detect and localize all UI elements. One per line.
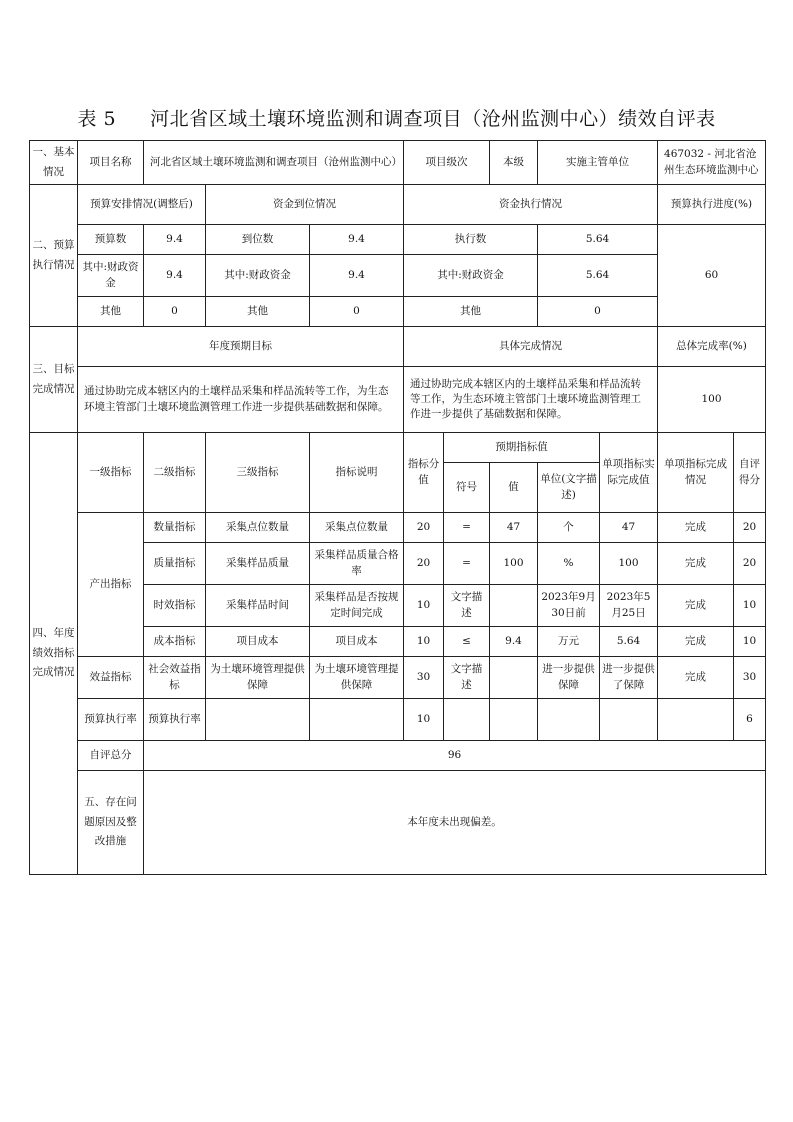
project-name-value: 河北省区域土壤环境监测和调查项目（沧州监测中心） <box>144 141 404 185</box>
total-score-value: 96 <box>144 741 766 771</box>
budget-label: 预算数 <box>78 225 144 255</box>
project-name-label: 项目名称 <box>78 141 144 185</box>
indicator-desc: 采集样品质量合格率 <box>310 543 404 585</box>
header-expected: 预期指标值 <box>444 433 600 463</box>
goal-section-label: 三、目标完成情况 <box>30 327 78 433</box>
indicator-value <box>490 657 538 699</box>
indicator-value: 100 <box>490 543 538 585</box>
indicator-level3: 采集点位数量 <box>206 513 310 543</box>
indicator-desc: 为土壤环境管理提供保障 <box>310 657 404 699</box>
indicator-level3: 采集样品质量 <box>206 543 310 585</box>
indicator-value <box>490 585 538 627</box>
header-level2: 二级指标 <box>144 433 206 513</box>
header-level3: 三级指标 <box>206 433 310 513</box>
indicator-level3: 项目成本 <box>206 627 310 657</box>
arrival-label: 到位数 <box>206 225 310 255</box>
header-score: 指标分值 <box>404 433 444 513</box>
indicator-status: 完成 <box>658 543 734 585</box>
indicator-symbol: = <box>444 513 490 543</box>
budget-rate-self-score: 6 <box>734 699 766 741</box>
project-level-label: 项目级次 <box>404 141 490 185</box>
indicator-symbol: 文字描述 <box>444 657 490 699</box>
indicator-actual: 100 <box>600 543 658 585</box>
empty-cell <box>444 699 490 741</box>
empty-cell <box>310 699 404 741</box>
indicator-self-score: 30 <box>734 657 766 699</box>
empty-cell <box>658 699 734 741</box>
indicator-desc: 项目成本 <box>310 627 404 657</box>
budget-rate-label: 预算执行率 <box>78 699 144 741</box>
budget-value: 0 <box>144 297 206 327</box>
indicator-unit: 2023年9月30日前 <box>538 585 600 627</box>
exec-label: 执行数 <box>404 225 538 255</box>
header-symbol: 符号 <box>444 463 490 513</box>
budget-arrival-header: 资金到位情况 <box>206 185 404 225</box>
goal-target-text: 通过协助完成本辖区内的土壤样品采集和样品流转等工作，为生态环境主管部门土壤环境监测管理工作进一步提供基础数据和保障。 <box>78 367 404 433</box>
budget-value: 9.4 <box>144 255 206 297</box>
exec-label: 其他 <box>404 297 538 327</box>
goal-actual-text: 通过协助完成本辖区内的土壤样品采集和样品流转等工作，为生态环境主管部门土壤环境监测管理工作进一步提供了基础数据和保障。 <box>404 367 658 433</box>
indicator-unit: 个 <box>538 513 600 543</box>
indicator-level2: 质量指标 <box>144 543 206 585</box>
indicator-level2: 数量指标 <box>144 513 206 543</box>
goal-target-header: 年度预期目标 <box>78 327 404 367</box>
table-number: 表 5 <box>77 108 117 130</box>
indicator-score: 10 <box>404 585 444 627</box>
header-self-score: 自评得分 <box>734 433 766 513</box>
header-unit: 单位(文字描述) <box>538 463 600 513</box>
indicator-level2: 时效指标 <box>144 585 206 627</box>
header-actual: 单项指标实际完成值 <box>600 433 658 513</box>
budget-exec-header: 资金执行情况 <box>404 185 658 225</box>
indicator-actual: 5.64 <box>600 627 658 657</box>
indicator-symbol: 文字描述 <box>444 585 490 627</box>
budget-section-label: 二、预算执行情况 <box>30 185 78 327</box>
indicator-level2: 社会效益指标 <box>144 657 206 699</box>
indicator-level2: 成本指标 <box>144 627 206 657</box>
budget-rate-level2: 预算执行率 <box>144 699 206 741</box>
title-text: 河北省区域土壤环境监测和调查项目（沧州监测中心）绩效自评表 <box>150 108 716 130</box>
budget-progress-header: 预算执行进度(%) <box>658 185 766 225</box>
indicator-self-score: 20 <box>734 543 766 585</box>
header-desc: 指标说明 <box>310 433 404 513</box>
indicator-status: 完成 <box>658 513 734 543</box>
goal-actual-header: 具体完成情况 <box>404 327 658 367</box>
project-level-value: 本级 <box>490 141 538 185</box>
indicator-value: 47 <box>490 513 538 543</box>
indicator-level3: 为土壤环境管理提供保障 <box>206 657 310 699</box>
indicator-score: 20 <box>404 543 444 585</box>
exec-value: 5.64 <box>538 255 658 297</box>
indicator-level3: 采集样品时间 <box>206 585 310 627</box>
header-status: 单项指标完成情况 <box>658 433 734 513</box>
indicator-actual: 2023年5月25日 <box>600 585 658 627</box>
indicator-status: 完成 <box>658 657 734 699</box>
arrival-value: 9.4 <box>310 225 404 255</box>
budget-progress-value: 60 <box>658 225 766 327</box>
exec-value: 5.64 <box>538 225 658 255</box>
budget-label: 其他 <box>78 297 144 327</box>
empty-cell <box>206 699 310 741</box>
indicator-desc: 采集样品是否按规定时间完成 <box>310 585 404 627</box>
indicator-score: 30 <box>404 657 444 699</box>
indicator-value: 9.4 <box>490 627 538 657</box>
goal-rate-header: 总体完成率(%) <box>658 327 766 367</box>
goal-rate-value: 100 <box>658 367 766 433</box>
empty-cell <box>538 699 600 741</box>
arrival-value: 0 <box>310 297 404 327</box>
perf-section-label: 四、年度绩效指标完成情况 <box>30 433 78 875</box>
arrival-label: 其中:财政资金 <box>206 255 310 297</box>
budget-rate-score: 10 <box>404 699 444 741</box>
budget-arrange-header: 预算安排情况(调整后) <box>78 185 206 225</box>
indicator-score: 20 <box>404 513 444 543</box>
dept-value: 467032 - 河北省沧州生态环境监测中心 <box>658 141 766 185</box>
benefit-indicator-label: 效益指标 <box>78 657 144 699</box>
indicator-status: 完成 <box>658 627 734 657</box>
arrival-label: 其他 <box>206 297 310 327</box>
indicator-unit: 进一步提供保障 <box>538 657 600 699</box>
budget-value: 9.4 <box>144 225 206 255</box>
exec-value: 0 <box>538 297 658 327</box>
indicator-symbol: ≤ <box>444 627 490 657</box>
exec-label: 其中:财政资金 <box>404 255 538 297</box>
indicator-status: 完成 <box>658 585 734 627</box>
indicator-desc: 采集点位数量 <box>310 513 404 543</box>
budget-label: 其中:财政资金 <box>78 255 144 297</box>
performance-table <box>29 140 766 875</box>
indicator-actual: 47 <box>600 513 658 543</box>
indicator-self-score: 10 <box>734 585 766 627</box>
arrival-value: 9.4 <box>310 255 404 297</box>
indicator-symbol: = <box>444 543 490 585</box>
indicator-unit: % <box>538 543 600 585</box>
issues-text: 本年度未出现偏差。 <box>144 771 766 875</box>
indicator-self-score: 20 <box>734 513 766 543</box>
header-level1: 一级指标 <box>78 433 144 513</box>
page-title <box>0 104 793 131</box>
output-indicator-label: 产出指标 <box>78 513 144 657</box>
empty-cell <box>600 699 658 741</box>
indicator-unit: 万元 <box>538 627 600 657</box>
header-value: 值 <box>490 463 538 513</box>
basic-section-label: 一、基本情况 <box>30 141 78 185</box>
issues-section-label: 五、存在问题原因及整改措施 <box>78 771 144 875</box>
indicator-self-score: 10 <box>734 627 766 657</box>
indicator-score: 10 <box>404 627 444 657</box>
dept-label: 实施主管单位 <box>538 141 658 185</box>
empty-cell <box>490 699 538 741</box>
total-score-label: 自评总分 <box>78 741 144 771</box>
indicator-actual: 进一步提供了保障 <box>600 657 658 699</box>
